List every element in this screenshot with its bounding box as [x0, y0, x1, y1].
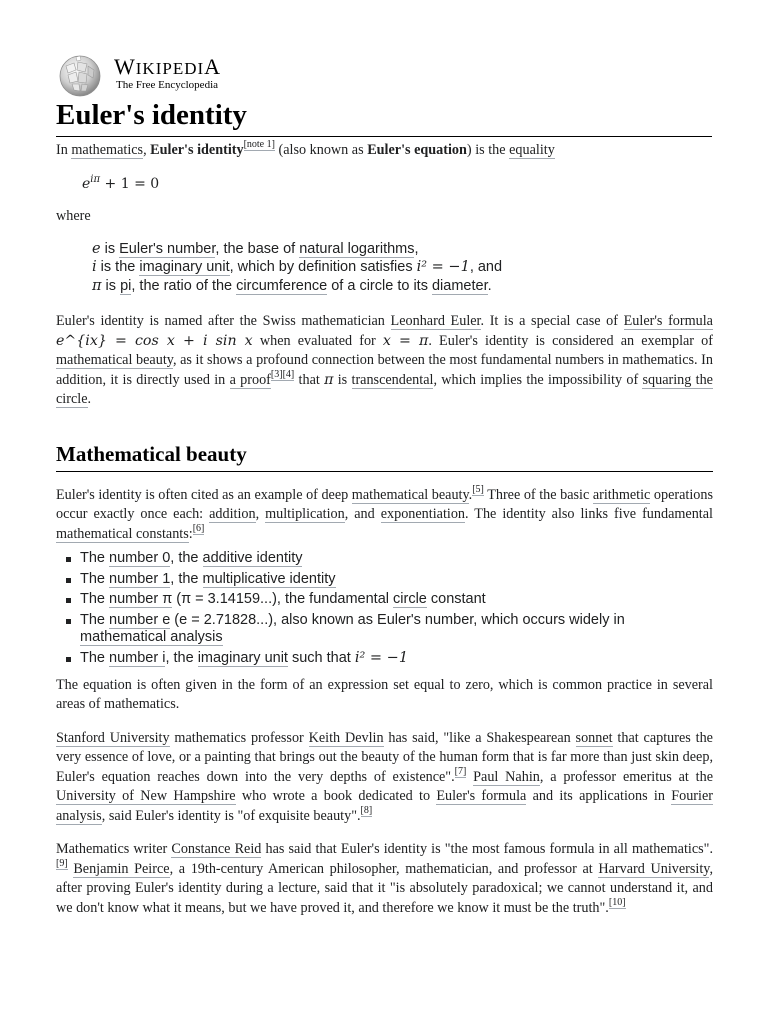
link-squaring-the-circle[interactable]: squaring the circle: [56, 371, 713, 407]
link-imaginary-unit[interactable]: imaginary unit: [139, 259, 230, 275]
link-natural-logarithms[interactable]: natural logarithms: [299, 240, 415, 257]
link-pi[interactable]: pi: [120, 277, 132, 294]
link-paul-nahin[interactable]: Paul Nahin: [473, 768, 540, 785]
ref-6[interactable]: [6]: [192, 522, 205, 534]
article-body: [56, 141, 713, 932]
formula-inline: e^{ix} = cos x + i sin x: [56, 332, 253, 349]
link-circle[interactable]: circle: [393, 591, 427, 608]
link-fourier-analysis[interactable]: Fourier analysis: [56, 788, 713, 824]
link-arithmetic[interactable]: arithmetic: [592, 486, 651, 503]
link-equality[interactable]: equality: [509, 142, 555, 158]
link-mathematical-constants[interactable]: mathematical constants: [56, 525, 189, 542]
link-transcendental[interactable]: transcendental: [351, 371, 434, 388]
link-number-0[interactable]: number 0: [109, 550, 171, 566]
link-a-proof[interactable]: a proof: [229, 371, 271, 388]
link-additive-identity[interactable]: additive identity: [202, 550, 303, 566]
link-addition[interactable]: addition: [209, 506, 256, 522]
list-item: The number e (e = 2.71828...), also known as Euler's number, which occurs widely in mathematical analysis: [80, 612, 713, 646]
link-mathematical-beauty[interactable]: mathematical beauty: [56, 352, 173, 368]
link-stanford-university[interactable]: Stanford University: [56, 729, 170, 746]
link-diameter[interactable]: diameter: [431, 277, 488, 294]
link-imaginary-unit-2[interactable]: imaginary unit: [197, 649, 288, 666]
globe-icon[interactable]: [56, 54, 104, 98]
ref-10[interactable]: [10]: [608, 896, 626, 908]
link-number-pi[interactable]: number π: [109, 591, 173, 608]
where-label: where: [56, 208, 91, 224]
link-circumference[interactable]: circumference: [236, 277, 328, 294]
euler-equation: $e^{i\pi} + 1 = 0$: [82, 173, 160, 192]
link-multiplication[interactable]: multiplication: [265, 506, 345, 522]
link-number-1[interactable]: number 1: [109, 570, 171, 587]
reid-peirce-paragraph: Mathematics writer Constance Reid has said that Euler's identity is "the most famous formula in all mathematics".[9] Benjamin Peirce, a 19th-century American philosopher, mathematician, and professor at Harvard University, after proving Euler's identity during a lecture, said that it "is absolutely paradoxical; we cannot understand it, and we don't know what it means, but we have proved it, and therefore we know it must be the truth".[10]: [56, 841, 714, 916]
link-exponentiation[interactable]: exponentiation: [380, 506, 466, 522]
ref-3[interactable]: [3]: [270, 368, 283, 380]
link-university-of-new-hampshire[interactable]: University of New Hampshire: [56, 788, 236, 805]
list-item: The number i, the imaginary unit such that i² = −1: [80, 650, 713, 667]
link-leonhard-euler[interactable]: Leonhard Euler: [390, 313, 481, 329]
link-benjamin-peirce[interactable]: Benjamin Peirce: [73, 860, 170, 877]
list-item: The number 0, the additive identity: [80, 550, 713, 567]
link-eulers-formula[interactable]: Euler's formula: [623, 313, 713, 329]
link-multiplicative-identity[interactable]: multiplicative identity: [202, 570, 336, 587]
ref-5[interactable]: [5]: [472, 483, 484, 495]
list-item: The number π (π = 3.14159...), the fundamental circle constant: [80, 591, 713, 608]
link-keith-devlin[interactable]: Keith Devlin: [308, 729, 384, 746]
link-harvard-university[interactable]: Harvard University: [598, 860, 710, 877]
link-mathematical-analysis[interactable]: mathematical analysis: [80, 629, 223, 646]
link-number-i[interactable]: number i: [109, 649, 166, 666]
zero-form-paragraph: The equation is often given in the form of an expression set equal to zero, which is common practice in several areas of mathematics.: [56, 676, 713, 713]
beauty-paragraph: Euler's identity is often cited as an example of deep mathematical beauty.[5] Three of the basic arithmetic operations occur exactly once each: addition, multiplication, and exponentiation. The identity also links five fundamental mathematical constants:[6]: [56, 483, 714, 542]
summary-paragraph: Euler's identity is named after the Swiss mathematician Leonhard Euler. It is a special case of Euler's formula e^{ix} = cos x + i sin x when evaluated for x = π. Euler's identity is considered an exemplar of mathematical beauty, as it shows a profound connection between the most fundamental numbers in mathematics. In addition, it is directly used in a proof[3][4] that π is transcendental, which implies the impossibility of squaring the circle.: [56, 313, 713, 407]
wordmark[interactable]: WIKIPEDIA: [114, 54, 222, 79]
page-title: Euler's identity: [56, 96, 712, 137]
link-sonnet[interactable]: sonnet: [575, 729, 613, 746]
link-constance-reid[interactable]: Constance Reid: [171, 841, 262, 858]
note-1-ref[interactable]: [note 1]: [243, 139, 275, 150]
ref-9[interactable]: [9]: [56, 857, 68, 869]
definition-pi: π is pi, the ratio of the circumference of a circle to its diameter.: [92, 277, 492, 294]
intro-paragraph: In mathematics, Euler's identity[note 1] (also known as Euler's equation) is the equality: [56, 139, 555, 158]
link-mathematics[interactable]: mathematics: [71, 142, 144, 158]
constants-list: [56, 550, 713, 667]
link-eulers-formula-2[interactable]: Euler's formula: [436, 788, 527, 805]
list-item: The number 1, the multiplicative identity: [80, 571, 713, 588]
devlin-paragraph: Stanford University mathematics professor Keith Devlin has said, "like a Shakespearean sonnet that captures the very essence of love, or a painting that brings out the beauty of the human form that is far more than just skin deep, Euler's equation reaches down into the very depths of existence".[7] Paul Nahin, a professor emeritus at the University of New Hampshire who wrote a book dedicated to Euler's formula and its applications in Fourier analysis, said Euler's identity is "of exquisite beauty".[8]: [56, 729, 713, 824]
ref-7[interactable]: [7]: [454, 765, 467, 777]
ref-8[interactable]: [8]: [360, 804, 373, 816]
definition-e: e is Euler's number, the base of natural logarithms,: [92, 240, 419, 257]
definition-list: [92, 240, 713, 296]
tagline: The Free Encyclopedia: [116, 79, 219, 91]
link-eulers-number[interactable]: Euler's number: [119, 240, 216, 257]
ref-4[interactable]: [4]: [282, 368, 295, 380]
definition-i: i is the imaginary unit, which by definition satisfies i² = −1, and: [92, 259, 503, 275]
link-mathematical-beauty-2[interactable]: mathematical beauty: [351, 486, 469, 503]
section-heading-mathematical-beauty: Mathematical beauty: [56, 440, 713, 472]
link-number-e[interactable]: number e: [109, 612, 171, 629]
